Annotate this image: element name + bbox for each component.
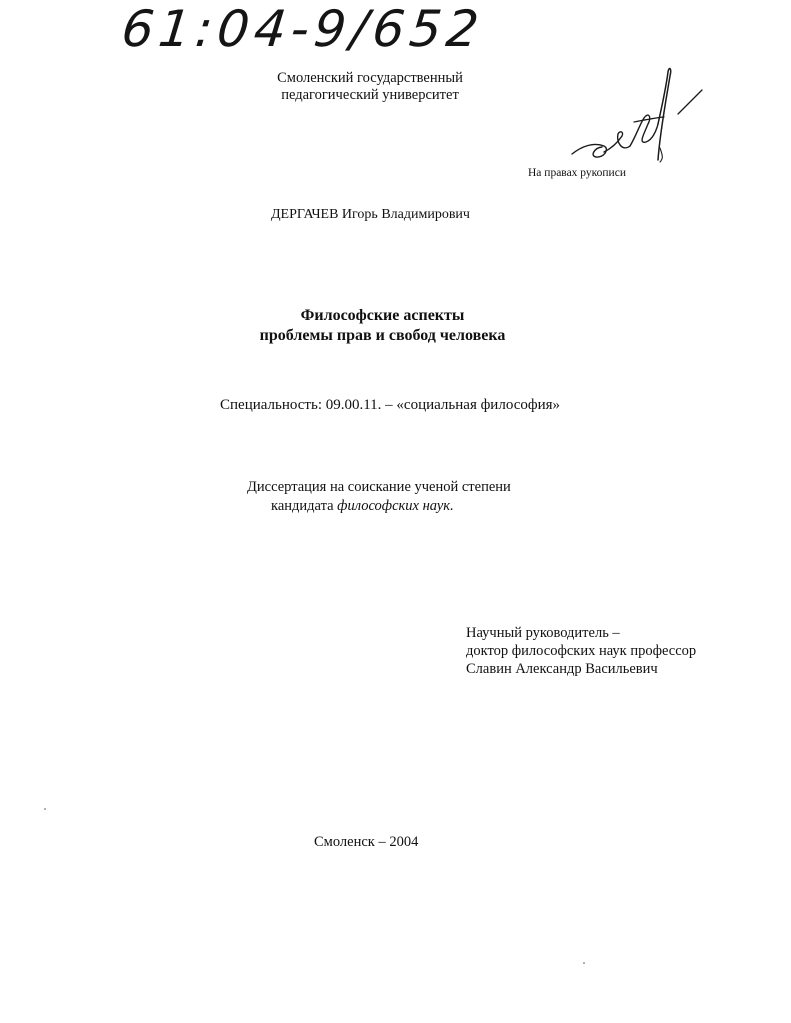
- university-line-1: Смоленский государственный: [277, 70, 463, 86]
- supervisor-line-2: доктор философских наук профессор: [466, 643, 697, 659]
- handwritten-signature: [560, 62, 720, 177]
- scan-speck: [583, 962, 585, 964]
- degree-line-2-regular: кандидата: [271, 498, 334, 514]
- specialty-line: Специальность: 09.00.11. – «социальная философия»: [220, 397, 560, 413]
- supervisor-line-3: Славин Александр Васильевич: [466, 661, 658, 677]
- title-line-1: Философские аспекты: [300, 307, 465, 324]
- manuscript-rights-note: На правах рукописи: [528, 167, 626, 179]
- university-name: [250, 70, 490, 104]
- degree-line-1: Диссертация на соискание ученой степени: [247, 479, 511, 495]
- degree-line-2: [247, 497, 511, 516]
- scientific-supervisor: [466, 624, 696, 678]
- city-year: Смоленск – 2004: [314, 834, 419, 850]
- degree-line-2-italic: философских наук.: [337, 498, 454, 514]
- scan-speck: [44, 808, 46, 810]
- degree-statement: [247, 478, 511, 516]
- dissertation-title: [200, 306, 565, 346]
- title-line-2: проблемы прав и свобод человека: [259, 327, 506, 344]
- author-name: ДЕРГАЧЕВ Игорь Владимирович: [271, 207, 470, 222]
- archive-number-handwritten: 61:04-9/652: [118, 0, 487, 58]
- supervisor-line-1: Научный руководитель –: [466, 625, 620, 641]
- university-line-2: педагогический университет: [281, 87, 459, 103]
